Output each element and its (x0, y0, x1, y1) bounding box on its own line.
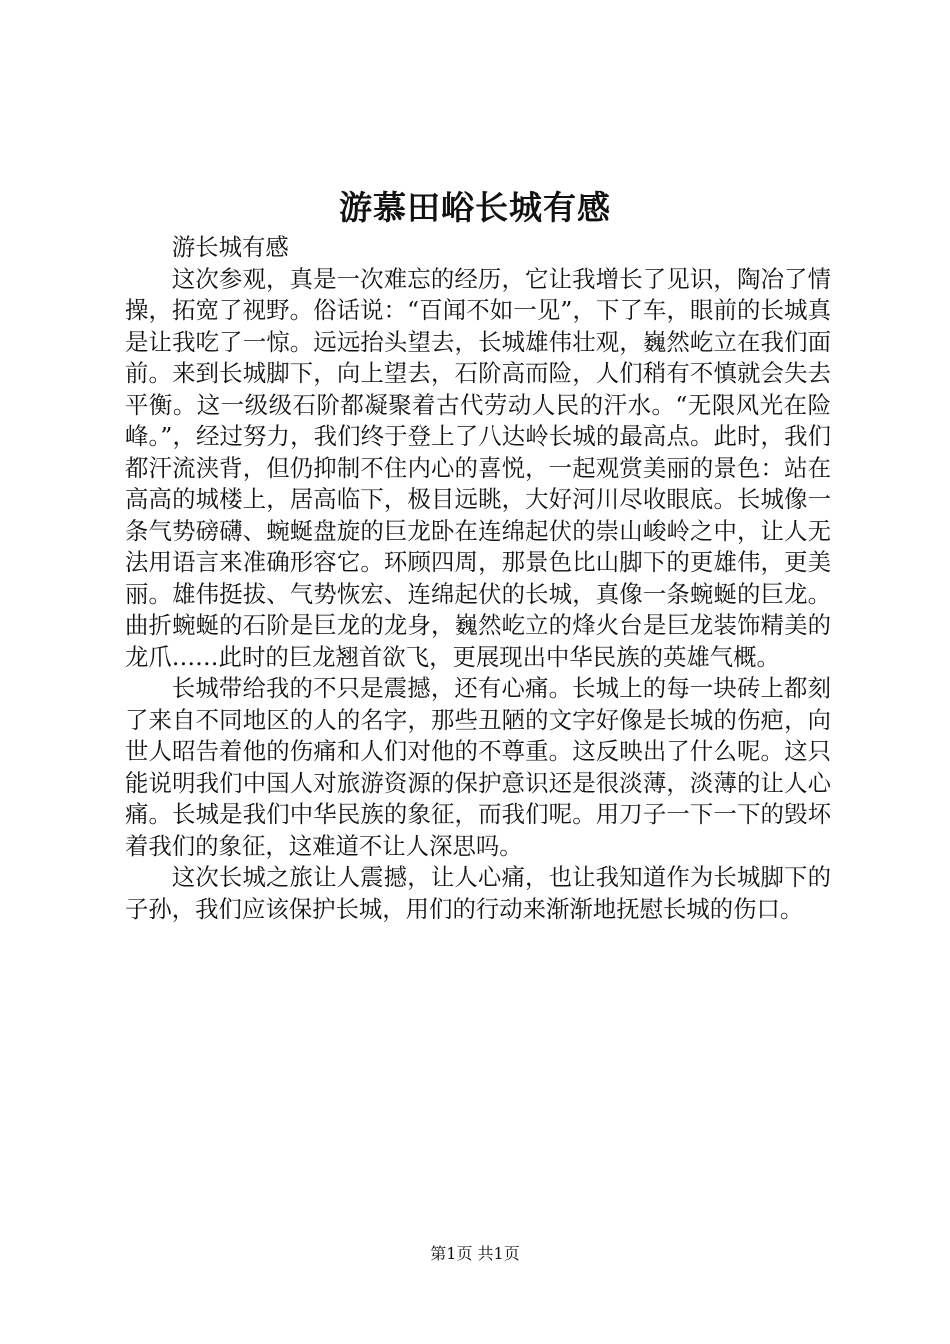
document-body (125, 232, 831, 925)
paragraph-2: 长城带给我的不只是震撼，还有心痛。长城上的每一块砖上都刻了来自不同地区的人的名字，那些丑陋的文字好像是长城的伤疤，向世人昭告着他的伤痛和人们对他的不尊重。这反映出了什么呢。这只能说明我们中国人对旅游资源的保护意识还是很淡薄，淡薄的让人心痛。长城是我们中华民族的象征，而我们呢。用刀子一下一下的毁坏着我们的象征，这难道不让人深思吗。 (125, 674, 831, 860)
document-subtitle: 游长城有感 (171, 233, 289, 261)
paragraph-1: 这次参观，真是一次难忘的经历，它让我增长了见识，陶冶了情操，拓宽了视野。俗话说：“百闻不如一见”，下了车，眼前的长城真是让我吃了一惊。远远抬头望去，长城雄伟壮观，巍然屹立在我们面前。来到长城脚下，向上望去，石阶高而险，人们稍有不慎就会失去平衡。这一级级石阶都凝聚着古代劳动人民的汗水。“无限风光在险峰。”，经过努力，我们终于登上了八达岭长城的最高点。此时，我们都汗流浃背，但仍抑制不住内心的喜悦，一起观赏美丽的景色：站在高高的城楼上，居高临下，极目远眺，大好河川尽收眼底。长城像一条气势磅礴、蜿蜒盘旋的巨龙卧在连绵起伏的崇山峻岭之中，让人无法用语言来准确形容它。环顾四周，那景色比山脚下的更雄伟，更美丽。雄伟挺拔、气势恢宏、连绵起伏的长城，真像一条蜿蜒的巨龙。曲折蜿蜒的石阶是巨龙的龙身，巍然屹立的烽火台是巨龙装饰精美的龙爪……此时的巨龙翘首欲飞，更展现出中华民族的英雄气概。 (125, 264, 831, 671)
document-title: 游慕田峪长城有感 (339, 188, 611, 227)
page-footer: 第1页 共1页 (430, 1244, 520, 1263)
paragraph-3: 这次长城之旅让人震撼，让人心痛，也让我知道作为长城脚下的子孙，我们应该保护长城，用们的行动来渐渐地抚慰长城的伤口。 (125, 863, 831, 923)
